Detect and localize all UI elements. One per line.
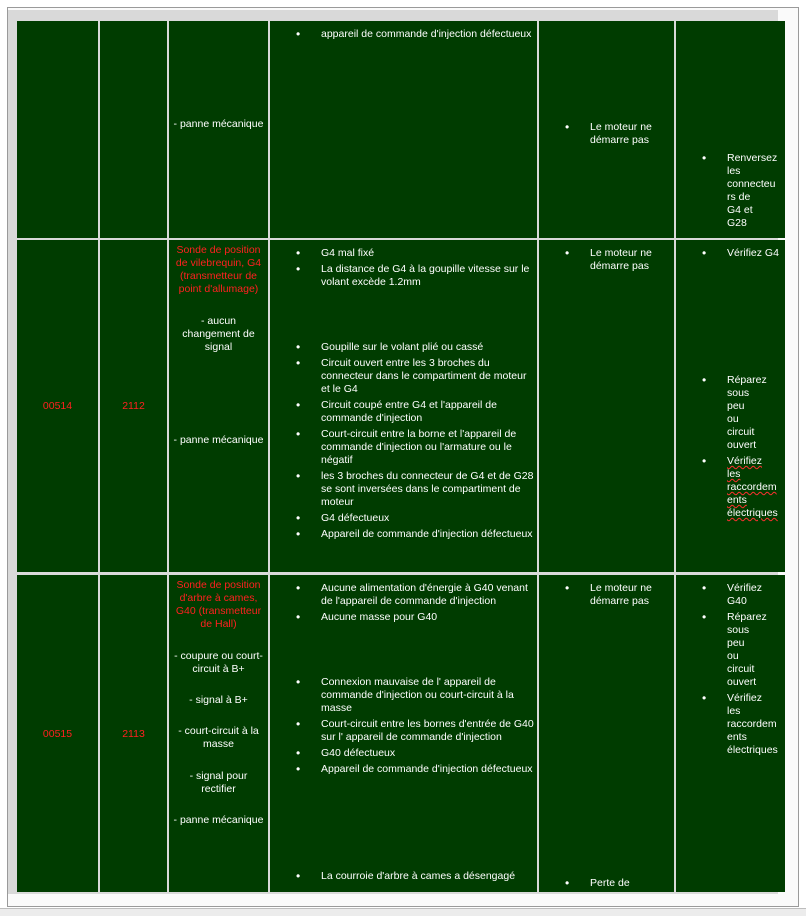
- effect-item: • Le moteur ne démarre pas: [565, 121, 665, 147]
- row2-code-cell: [17, 240, 98, 572]
- cause-item: • Aucune alimentation d'énergie à G40 venant de l'appareil de commande d'injection: [296, 582, 534, 608]
- effects-list: [565, 877, 665, 892]
- action-item: • Réparez sous peu ou circuit ouvert: [702, 611, 758, 689]
- causes-list: [296, 28, 532, 44]
- causes-list: [296, 870, 534, 886]
- component-line: - coupure ou court-circuit à B+: [174, 650, 263, 675]
- row3-effects-cell: [539, 575, 674, 892]
- causes-list: [296, 341, 534, 544]
- component-title: Sonde de position d'arbre à cames, G40 (transmetteur de Hall): [175, 579, 262, 630]
- row1-component-cell: [169, 21, 268, 238]
- row3-code-cell: [17, 575, 98, 892]
- action-item: [702, 455, 778, 520]
- action-item: • Vérifiez les raccordem ents électriques: [702, 692, 758, 757]
- row2-effects-cell: [539, 240, 674, 572]
- row1-num-cell: [100, 21, 167, 238]
- cause-item: • Appareil de commande d'injection défectueux: [296, 763, 534, 776]
- cause-item: • La distance de G4 à la goupille vitesse sur le volant excède 1.2mm: [296, 263, 534, 289]
- action-item: • Renversez les connecteu rs de G4 et G28: [702, 152, 758, 230]
- cause-item: • Aucune masse pour G40: [296, 611, 534, 624]
- effect-item: • Le moteur ne démarre pas: [565, 247, 665, 273]
- component-title: Sonde de position de vilebrequin, G4 (transmetteur de point d'allumage): [175, 244, 262, 295]
- row2-actions-cell: [676, 240, 785, 572]
- component-line: - aucun changement de signal: [182, 315, 255, 353]
- cause-item: • Connexion mauvaise de l' appareil de commande d'injection ou court-circuit à la masse: [296, 676, 534, 715]
- effect-item: • Perte de: [565, 877, 665, 890]
- row1-code-cell: [17, 21, 98, 238]
- effect-item: • Le moteur ne démarre pas: [565, 582, 665, 608]
- causes-list: [296, 247, 534, 292]
- component-line: - court-circuit à la masse: [178, 725, 259, 750]
- row3-actions-cell: [676, 575, 785, 892]
- row3-causes-cell: [270, 575, 537, 892]
- cause-item: • G4 mal fixé: [296, 247, 534, 260]
- cause-item: • G4 défectueux: [296, 512, 534, 525]
- cause-item: • les 3 broches du connecteur de G4 et de G28 se sont inversées dans le compartiment de moteur: [296, 470, 534, 509]
- flash-code: 2112: [122, 400, 145, 412]
- row3-num-cell: [100, 575, 167, 892]
- component-line: - signal pour rectifier: [189, 770, 248, 795]
- action-text: Vérifiez les raccordem ents électriques: [727, 455, 778, 519]
- component-line: - panne mécanique: [173, 434, 264, 446]
- row1-actions-cell: [676, 21, 785, 238]
- causes-list: [296, 582, 534, 627]
- effects-list: [565, 247, 665, 276]
- actions-list: [702, 582, 778, 760]
- row1-effects-cell: [539, 21, 674, 238]
- flash-code: 2113: [122, 728, 145, 740]
- row1-causes-cell: [270, 21, 537, 238]
- cause-item: • Circuit coupé entre G4 et l'appareil de commande d'injection: [296, 399, 534, 425]
- causes-list: [296, 676, 534, 779]
- fault-code: 00515: [42, 728, 73, 740]
- component-line: - panne mécanique: [173, 814, 264, 826]
- row2-component-cell: [169, 240, 268, 572]
- cause-item: • Appareil de commande d'injection défectueux: [296, 528, 534, 541]
- effects-list: [565, 582, 665, 611]
- component-line: - panne mécanique: [173, 118, 264, 130]
- actions-list: [702, 152, 778, 233]
- action-item: • Vérifiez G40: [702, 582, 758, 608]
- cause-item: • Goupille sur le volant plié ou cassé: [296, 341, 534, 354]
- component-line: - signal à B+: [189, 694, 248, 706]
- fault-code: 00514: [42, 400, 73, 412]
- cause-item: • La courroie d'arbre à cames a désengagé: [296, 870, 534, 883]
- cause-item: • G40 défectueux: [296, 747, 534, 760]
- row3-component-cell: [169, 575, 268, 892]
- action-item: • Vérifiez G4: [702, 247, 784, 260]
- row2-causes-cell: [270, 240, 537, 572]
- cause-item: • appareil de commande d'injection défectueux: [296, 28, 532, 41]
- actions-list: [702, 247, 784, 263]
- cause-item: • Court-circuit entre les bornes d'entrée de G40 sur l' appareil de commande d'injection: [296, 718, 534, 744]
- effects-list: [565, 121, 665, 150]
- cause-item: • Circuit ouvert entre les 3 broches du connecteur dans le compartiment de moteur et le G4: [296, 357, 534, 396]
- row2-num-cell: [100, 240, 167, 572]
- actions-list: [702, 374, 778, 523]
- cause-item: • Court-circuit entre la borne et l'appareil de commande d'injection ou l'armature ou le négatif: [296, 428, 534, 467]
- action-item: • Réparez sous peu ou circuit ouvert: [702, 374, 758, 452]
